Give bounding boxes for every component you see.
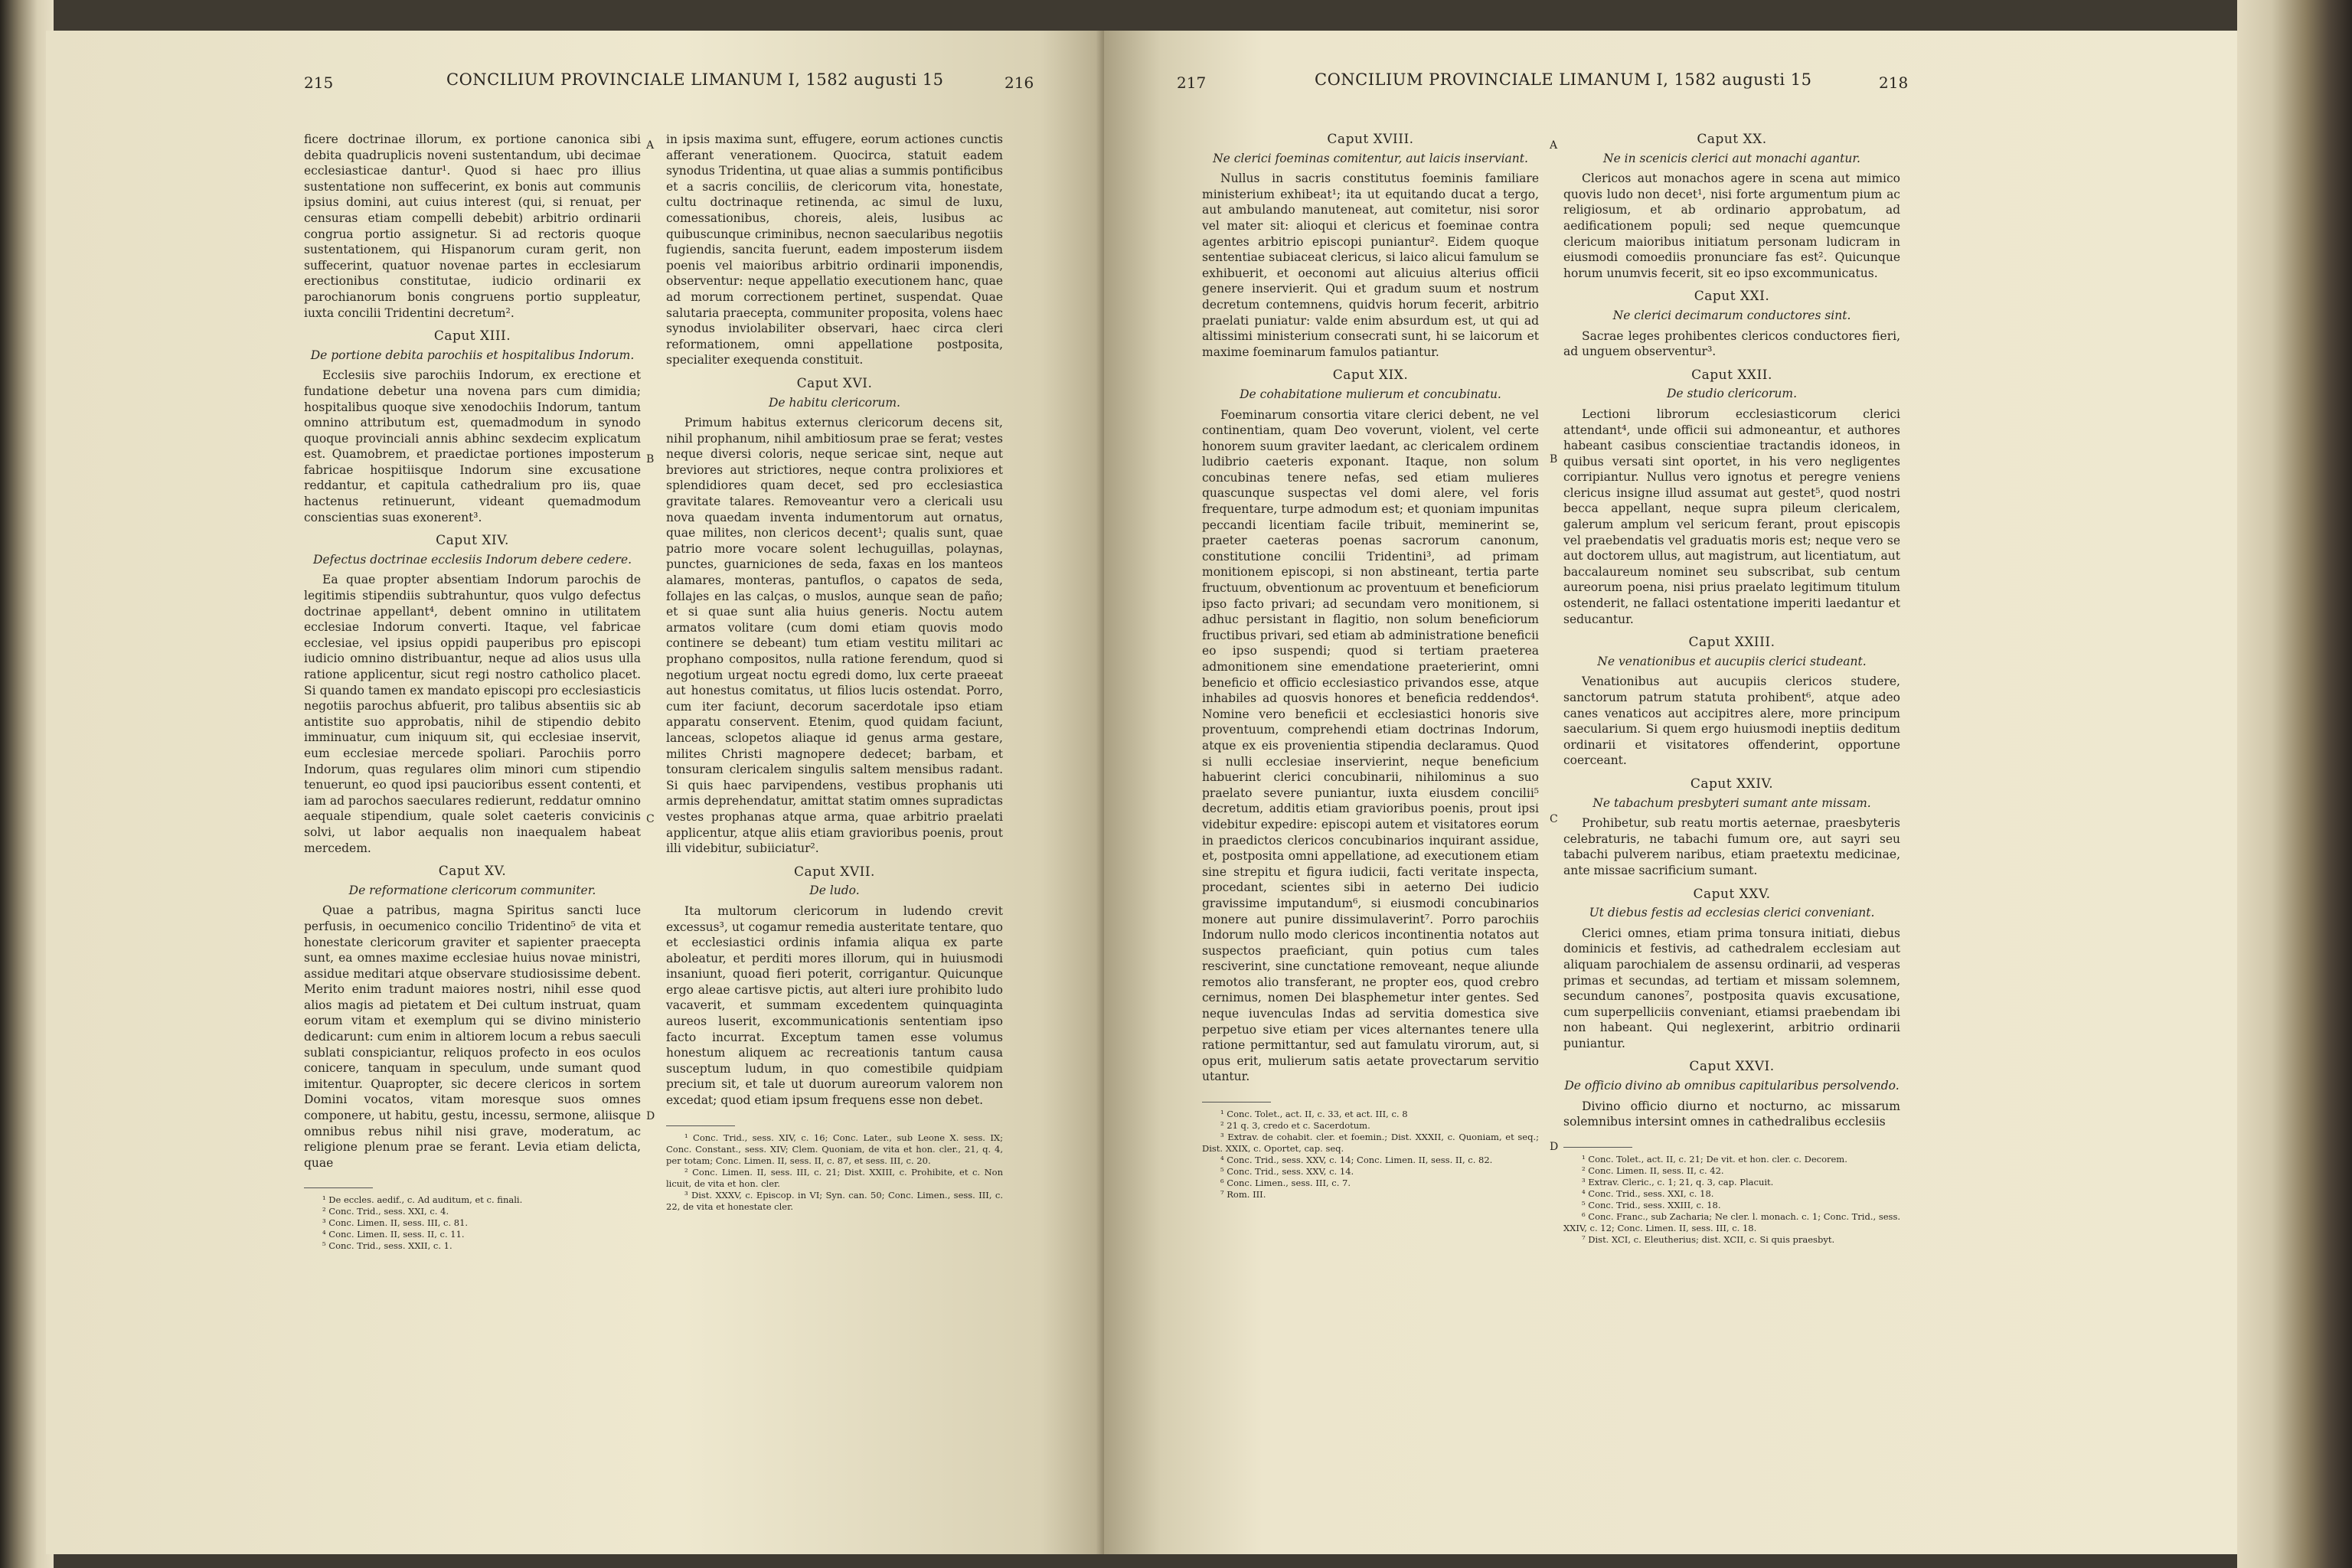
chapter-subtitle: De cohabitatione mulierum et concubinatu. (1240, 387, 1501, 401)
book-edge-right (2237, 0, 2352, 1568)
margin-letter: C (646, 813, 655, 825)
running-head: CONCILIUM PROVINCIALE LIMANUM I, 1582 augusti 15 (1315, 70, 1812, 89)
chapter-subtitle: De habitu clericorum. (769, 395, 900, 410)
paragraph: Primum habitus externus clericorum decens sit, nihil prophanum, nihil ambitiosum prae se ferat; vestes neque diversi coloris, neque sericae sint, neque aut breviores aut strictiores, neque contra prolixiores et splendidiores quam decet, sed pro ecclesiastica gravitate talares. Removeantur vero a clericali usu nova quaedam inventa indumentorum aut ornatus, quae milites, non clericos decent¹; qualis sunt, quae patrio more vocare solent lechuguillas, polaynas, punctes, guarniciones de seda, faxas en los manteos alamares, monteras, pantuflos, o capatos de seda, follajes en las calças, o muslos, aunque sean de paño; et si quae sunt alia huius generis. Noctu autem armatos volitare (cum domi etiam quovis modo continere se debeant) tum etiam vestitu militari ac prophano compositos, nulla ratione ferendum, quod si negotium urgeat noctu egredi domo, lux certe praeeat aut honestus comitatus, ut filios lucis ostendat. Porro, cum iter faciunt, decorum sacerdotale ipso etiam apparatu conservent. Etenim, quod quidam faciunt, lanceas, sclopetos aliaque id genus arma gestare, milites Christi magnopere dedecet; barbam, et tonsuram clericalem singulis saltem mensibus radant. Si quis haec parvipendens, vestibus prophanis uti armis deprehendatur, amittat statim omnes supradictas vestes prophanas atque arma, quae arbitrio praelati applicentur, atque aliis etiam gravioribus poenis, prout illi videbitur, subiiciatur². (666, 416, 1003, 856)
paragraph: Quae a patribus, magna Spiritus sancti luce perfusis, in oecumenico concilio Tridentino⁵ de vita et honestate clericorum graviter et sapienter praecepta sunt, ea omnes maxime ecclesiae huius novae ministri, assidue meditari atque observare studiosissime debent. Merito enim tradunt maiores nostri, nihil esse quod alios magis ad pietatem et Dei cultum instruat, quam eorum vitam et exemplum qui se divino ministerio dedicarunt: cum enim in altiorem locum a rebus saeculi sublati conspiciantur, reliquos profecto in eos oculos conicere, tanquam in speculum, unde sumant quod imitentur. Quapropter, sic decere clericos in sortem Domini vocatos, vitam moresque suos omnes componere, ut habitu, gestu, incessu, sermone, aliisque omnibus rebus nihil nisi grave, moderatum, ac religione plenum prae se ferant. Levia etiam delicta, quae (304, 903, 641, 1170)
paragraph: Nullus in sacris constitutus foeminis familiare ministerium exhibeat¹; ita ut equitando ducat a tergo, aut ambulando manuteneat, aut comitetur, nisi soror vel mater sit: alioqui et clericus et foeminae contra agentes arbitrio episcopi puniantur². Eidem quoque sententiae subiaceat clericus, si laico alicui famulum se exhibuerit, et oeconomi aut alicuius alterius officii genere inservierit. Qui et gradum suum et nostrum decretum contemnens, quidvis horum fecerit, arbitrio praelati puniatur: valde enim absurdum est, ut qui ad altissimi ministerium consecrati sunt, hi se laicorum et maxime foeminarum famulos patiantur. (1202, 172, 1539, 359)
chapter-heading: Caput XVII. (794, 864, 875, 880)
footnote: ² Conc. Limen. II, sess. III, c. 21; Dist. XXIII, c. Prohibite, et c. Non licuit, de vita et hon. cler. (666, 1166, 1003, 1189)
chapter-subtitle: De officio divino ab omnibus capitularibus persolvendo. (1564, 1079, 1900, 1093)
footnote: ³ Extrav. Cleric., c. 1; 21, q. 3, cap. Placuit. (1582, 1176, 1774, 1187)
chapter-heading: Caput XXVI. (1689, 1059, 1775, 1075)
footnote: ⁵ Conc. Trid., sess. XXII, c. 1. (322, 1240, 452, 1252)
text-column-1 (304, 132, 641, 1252)
chapter-heading: Caput XXII. (1691, 367, 1772, 383)
footnote: ¹ Conc. Tolet., act. II, c. 21; De vit. et hon. cler. c. Decorem. (1582, 1153, 1847, 1165)
chapter-heading: Caput XIII. (433, 328, 511, 345)
text-column-3 (1202, 132, 1539, 1200)
chapter-subtitle: Ne clerici decimarum conductores sint. (1612, 308, 1851, 322)
paragraph: Ita multorum clericorum in ludendo crevit excessus³, ut cogamur remedia austeritate tentare, quo et ecclesiastici ordinis infamia aliqua ex parte aboleatur, et perditi mores illorum, qui in huiusmodi insaniunt, quoad fieri poterit, corrigantur. Quicunque ergo aleae cartisve pictis, aut alteri iure prohibito ludo vacaverit, et summam excedentem quinquaginta aureos luserit, excommunicationis sententiam ipso facto incurrat. Exceptum tamen esse volumus honestum aliquem ac recreationis tantum causa susceptum ludum, in quo comestibile quidpiam precium sit, et tale ut duorum aureorum valorem non excedat; quod etiam ipsum frequens esse non debet. (666, 903, 1003, 1108)
footnote: ² Conc. Trid., sess. XXI, c. 4. (322, 1206, 449, 1217)
paragraph: in ipsis maxima sunt, effugere, eorum actiones cunctis afferant venerationem. Quocirca, statuit eadem synodus Tridentina, ut quae alias a summis pontificibus et a sacris conciliis, de clericorum vita, honestate, cultu doctrinaque retinenda, ac simul de luxu, comessationibus, choreis, aleis, lusibus ac quibuscunque criminibus, necnon saecularibus negotiis fugiendis, sancita fuerunt, eadem imposterum iisdem poenis vel maioribus arbitrio ordinarii imponendis, observentur: neque appellatio executionem hanc, quae ad morum correctionem pertinet, suspendat. Quae salutaria praecepta, communiter proposita, volens haec synodus inviolabiliter observari, haec circa cleri reformationem, omni appellatione postposita, specialiter exequenda constituit. (666, 132, 1003, 368)
right-page (1104, 31, 2237, 1554)
chapter-heading: Caput XVI. (796, 375, 873, 391)
chapter-heading: Caput XIX. (1332, 368, 1409, 384)
footnote: ⁵ Conc. Trid., sess. XXV, c. 14. (1220, 1166, 1354, 1178)
margin-letter: A (1550, 139, 1558, 152)
chapter-subtitle: Ne in scenicis clerici aut monachi agantur. (1603, 151, 1860, 165)
chapter-subtitle: De portione debita parochiis et hospitalibus Indorum. (310, 348, 635, 362)
paragraph: Venationibus aut aucupiis clericos studere, sanctorum patrum statuta prohibent⁶, atque adeo canes venaticos aut accipitres alere, more principum saecularium. Si quem ergo huiusmodi ineptiis deditum ordinarii et visitatores offenderint, opportune coerceant. (1563, 675, 1900, 768)
chapter-subtitle: De ludo. (809, 884, 860, 898)
running-head: CONCILIUM PROVINCIALE LIMANUM I, 1582 augusti 15 (446, 70, 944, 89)
chapter-heading: Caput XXIII. (1688, 635, 1775, 651)
paragraph: Divino officio diurno et nocturno, ac missarum solemnibus intersint omnes in cathedralibus ecclesiis (1563, 1099, 1900, 1129)
margin-letter: D (646, 1110, 655, 1122)
text-column-4 (1563, 132, 1900, 1246)
text-column-2 (666, 132, 1003, 1213)
margin-letter: B (1550, 453, 1558, 466)
footnote: ⁶ Conc. Franc., sub Zacharia; Ne cler. l. monach. c. 1; Conc. Trid., sess. XXIV, c. 12; Conc. Limen. II, sess. III, c. 18. (1563, 1210, 1900, 1233)
footnote: ⁴ Conc. Trid., sess. XXI, c. 18. (1582, 1187, 1714, 1199)
footnote: ³ Conc. Limen. II, sess. III, c. 81. (322, 1217, 469, 1229)
footnote: ⁷ Dist. XCI, c. Eleutherius; dist. XCII, c. Si quis praesbyt. (1582, 1233, 1835, 1245)
chapter-heading: Caput XIV. (436, 533, 509, 549)
chapter-heading: Caput XXIV. (1690, 776, 1774, 792)
footnote: ⁴ Conc. Limen. II, sess. II, c. 11. (322, 1229, 465, 1240)
paragraph: Ecclesiis sive parochiis Indorum, ex erectione et fundatione debetur una novena pars cum dimidia; hospitalibus quoque sive xenodochiis Indorum, tantum omnino attributum est, quemadmodum in synodo quoque provinciali annis abhinc sexdecim explicatum est. Quamobrem, et praedictae portiones imposterum fabricae hospitiisque Indorum sine excusatione reddantur, et capitula cathedralium pro iis, quae hactenus retinuerunt, videant quemadmodum conscientias suas exonerent³. (304, 368, 641, 524)
chapter-heading: Caput XX. (1697, 132, 1767, 147)
chapter-subtitle: De reformatione clericorum communiter. (348, 883, 596, 897)
chapter-heading: Caput XXV. (1693, 886, 1771, 902)
footnote-rule (304, 1187, 373, 1188)
paragraph: Foeminarum consortia vitare clerici debent, ne vel continentiam, quam Deo voverunt, violent, vel certe honorem suum graviter laedant, ac clericalem ordinem ludibrio caeteris exponant. Itaque, non solum concubinas tenere nefas, sed etiam mulieres quascunque suspectas vel domi alere, vel foris frequentare, turpe admodum est; et quoniam impunitas peccandi licentiam facile tribuit, meminerint se, praeter caeteras poenas sacrorum canonum, constitutione concilii Tridentini³, ad primam monitionem episcopi, si non abstineant, tertia parte fructuum, obventionum ac proventuum et beneficiorum ipso facto privari; ad secundam vero monitionem, si adhuc persistant in flagitio, non solum beneficiorum fructibus privari, sed etiam ab administratione beneficii eo ipso suspendi; quod si tertiam praeterea admonitionem sine emendatione praeterierint, omni beneficio et officio ecclesiastico privandos esse, atque inhabiles ad quosvis honores et beneficia reddendos⁴. Nomine vero beneficii et ecclesiastici honoris sive proventuum, comprehendi etiam doctrinas Indorum, atque ex eis provenientia stipendia declaramus. Quod si nulli ecclesiae inservierint, neque beneficium habuerint clerici concubinarii, nihilominus a suo praelato severe puniantur, iuxta eiusdem concilii⁵ decretum, additis etiam gravioribus poenis, prout ipsi videbitur expedire: episcopi autem et visitatores eorum in praedictos clericos concubinarios inquirant assidue, et, postposita omni appellatione, ad executionem etiam sine strepitu et figura iudicii, facti veritate inspecta, procedant, scientes sibi in aeterno Dei iudicio gravissime imputandum⁶, si eiusmodi concubinarios monere aut punire dissimulaverint⁷. Porro parochiis Indorum nullo modo clericos incontinentia notatos aut suspectos praeficiant, quin potius cum tales resciverint, sine cunctatione removeant, neque aliunde remotos alio transferant, ne propter eos, quod crebro cernimus, nomen Dei blasphemetur inter gentes. Sed neque iuvenculas Indas ad servitia domestica sive perpetuo sive etiam per vices alternantes tenere ulla ratione permittantur, sed aut famulatu virorum, aut, si opus erit, mulierum satis aetate provectarum servitio utantur. (1202, 407, 1539, 1084)
paragraph: Ea quae propter absentiam Indorum parochis de legitimis stipendiis subtrahuntur, quos vulgo defectus doctrinae appellant⁴, debent omnino in utilitatem ecclesiae Indorum converti. Itaque, vel fabricae ecclesiae, vel ipsius oppidi pauperibus pro episcopi iudicio omnino distribuantur, neque ad alios usus ulla ratione applicentur, sicut regi nostro catholico placet. Si quando tamen ex mandato episcopi pro ecclesiasticis negotiis parochus abfuerit, pro talibus absentiis sic ab antistite suo approbatis, nihil de stipendio debito imminuatur, cum iniquum sit, qui ecclesiae inservit, eum ecclesiae mercede spoliari. Parochiis porro Indorum, quas regulares olim minori cum stipendio tenuerunt, eo quod ipsi paucioribus essent contenti, et iam ad parochos saeculares redierunt, reddatur omnino aequale stipendium, quale solet caeteris convicinis solvi, ut labor aequalis non inaequalem habeat mercedem. (304, 573, 641, 855)
chapter-subtitle: Ne tabachum presbyteri sumant ante missam. (1592, 795, 1871, 810)
footnote: ² Conc. Limen. II, sess. II, c. 42. (1582, 1165, 1724, 1176)
footnote: ¹ Conc. Trid., sess. XIV, c. 16; Conc. Later., sub Leone X. sess. IX; Conc. Constant., sess. XIV; Clem. Quoniam, de vita et hon. cler., 21, q. 4, per totam; Conc. Limen. II, sess. II, c. 87, et sess. III, c. 20. (666, 1132, 1003, 1166)
page-number: 215 (304, 74, 334, 92)
footnote: ² 21 q. 3, credo et c. Sacerdotum. (1220, 1120, 1370, 1132)
footnote-rule (666, 1125, 735, 1126)
paragraph: Lectioni librorum ecclesiasticorum clerici attendant⁴, unde officii sui admoneantur, et authores habeant casibus conscientiae tractandis idoneos, in quibus versati sint oportet, in his vero negligentes corripiantur. Nullus vero ignotus et peregre veniens clericus insigne illud assumat aut gestet⁵, quod nostri becca appellant, neque supra pileum clericalem, galerum amplum vel sericum ferant, prout episcopis vel praebendatis vel graduatis moris est; neque vero se aut doctorem ullus, aut magistrum, aut licentiatum, aut baccalaureum nominet seu subscribat, sub centum aureorum poena, nisi prius praelato legitimum titulum ostenderit, ne fallaci ostentatione imperiti laedantur et seducantur. (1563, 407, 1900, 626)
footnote: ⁵ Conc. Trid., sess. XXIII, c. 18. (1582, 1199, 1721, 1210)
chapter-heading: Caput XV. (438, 864, 507, 880)
chapter-subtitle: Ut diebus festis ad ecclesias clerici conveniant. (1589, 906, 1875, 920)
paragraph: Sacrae leges prohibentes clericos conductores fieri, ad unguem observentur³. (1563, 328, 1900, 359)
paragraph: Prohibetur, sub reatu mortis aeternae, praesbyteris celebraturis, ne tabachi fumum ore, aut sayri seu tabachi pulverem naribus, etiam praetextu medicinae, ante missae sacrificium sumant. (1563, 816, 1900, 877)
chapter-subtitle: Ne clerici foeminas comitentur, aut laicis inserviant. (1213, 151, 1528, 165)
footnote: ⁶ Conc. Limen., sess. III, c. 7. (1220, 1178, 1351, 1189)
page-number: 216 (1004, 74, 1034, 92)
footnote: ³ Extrav. de cohabit. cler. et foemin.; Dist. XXXII, c. Quoniam, et seq.; Dist. XXIX, c. Oportet, cap. seq. (1202, 1132, 1539, 1155)
paragraph: Clericos aut monachos agere in scena aut mimico quovis ludo non decet¹, nisi forte argumentum pium ac religiosum, et ab ordinario approbatum, ad aedificationem populi; sed neque quemcunque clericum maioribus initiatum personam ludicram in eiusmodi comoediis pronunciare fas est². Quicunque horum unumvis fecerit, sit eo ipso excommunicatus. (1563, 172, 1900, 280)
footnote: ⁷ Rom. III. (1220, 1189, 1266, 1200)
paragraph: Clerici omnes, etiam prima tonsura initiati, diebus dominicis et festivis, ad cathedralem ecclesiam aut aliquam parochialem de assensu ordinarii, ad vesperas primas et secundas, ad tertiam et missam solemnem, secundum canones⁷, postposita quavis excusatione, cum superpelliciis conveniant, etiamsi praebendam ibi non habeant. Qui neglexerint, arbitrio ordinarii puniantur. (1563, 926, 1900, 1050)
left-page (46, 31, 1104, 1554)
chapter-subtitle: Defectus doctrinae ecclesiis Indorum debere cedere. (312, 552, 632, 567)
margin-letter: C (1550, 813, 1558, 825)
page-number: 218 (1879, 74, 1909, 92)
margin-letter: D (1550, 1141, 1559, 1153)
page-number: 217 (1177, 74, 1207, 92)
chapter-heading: Caput XXI. (1694, 289, 1770, 305)
footnote: ³ Dist. XXXV, c. Episcop. in VI; Syn. can. 50; Conc. Limen., sess. III, c. 22, de vita et honestate cler. (666, 1189, 1003, 1212)
chapter-heading: Caput XVIII. (1327, 132, 1414, 147)
chapter-subtitle: Ne venationibus et aucupiis clerici studeant. (1597, 654, 1867, 668)
margin-letter: A (646, 139, 655, 152)
chapter-subtitle: De studio clericorum. (1666, 387, 1798, 401)
margin-letter: B (646, 453, 655, 466)
footnote: ¹ De eccles. aedif., c. Ad auditum, et c. finali. (322, 1194, 523, 1206)
footnote: ⁴ Conc. Trid., sess. XXV, c. 14; Conc. Limen. II, sess. II, c. 82. (1220, 1155, 1493, 1166)
paragraph: ficere doctrinae illorum, ex portione canonica sibi debita quadruplicis noveni sustentandum, ubi decimae ecclesiasticae dantur¹. Quod si haec pro illius sustentatione non suffecerint, ex bonis aut communis ipsius domini, aut cuius interest (qui, si renuat, per censuras etiam compelli debebit) arbitrio ordinarii congrua portio assignetur. Si ad rectoris quoque sustentationem, qui Hispanorum curam gerit, non suffecerint, quatuor novenae partes in ecclesiarum erectionibus constitutae, iudicio ordinarii ex parochianorum bonis congruens portio suppleatur, iuxta concilii Tridentini decretum². (304, 132, 641, 320)
footnote-rule (1563, 1147, 1632, 1148)
footnote: ¹ Conc. Tolet., act. II, c. 33, et act. III, c. 8 (1220, 1109, 1408, 1120)
